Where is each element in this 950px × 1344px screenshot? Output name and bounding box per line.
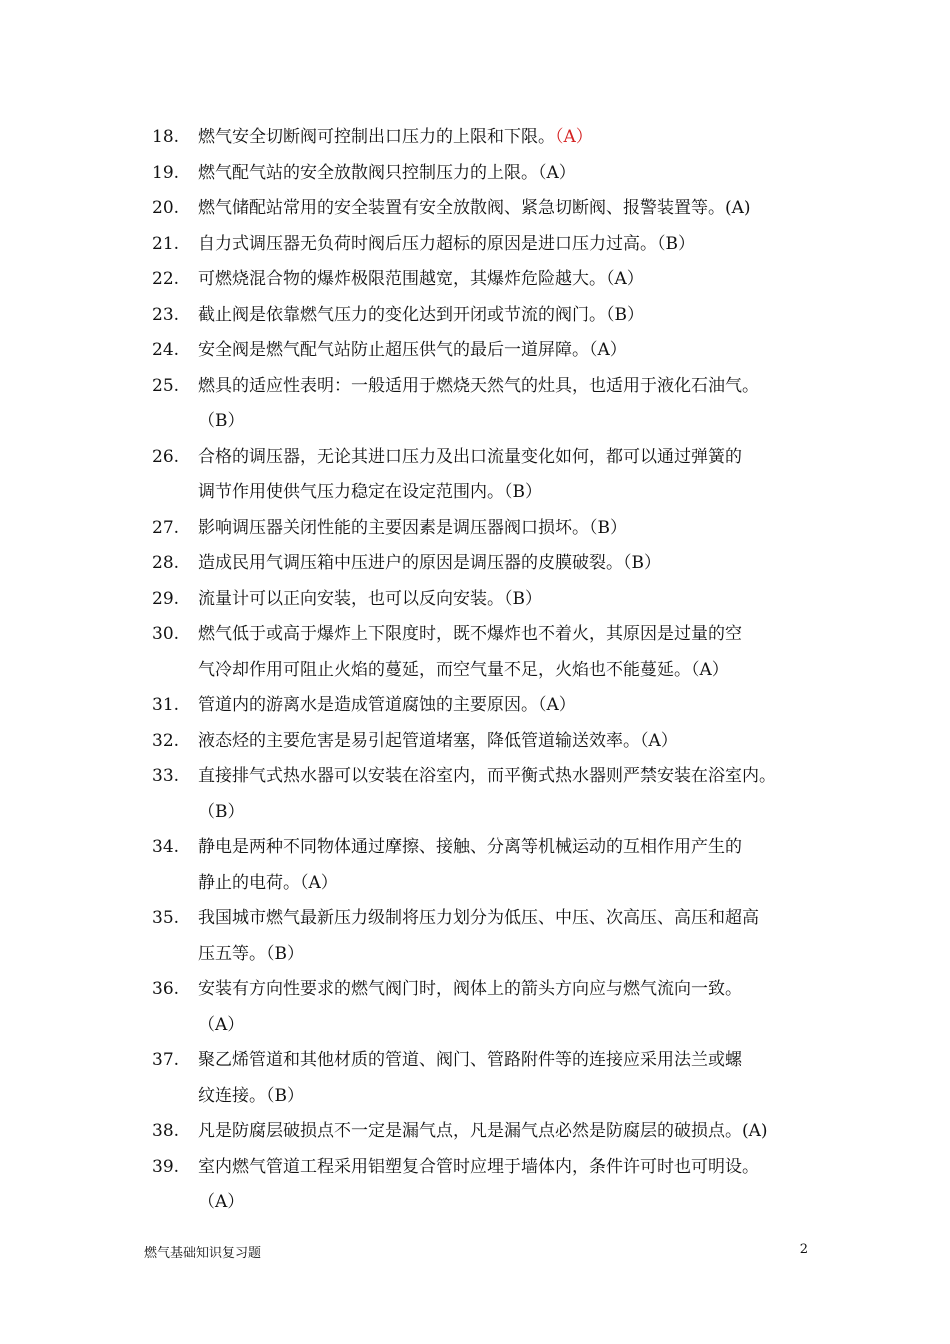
question-item (152, 617, 822, 688)
question-text (198, 1114, 822, 1150)
question-line-text: 造成民用气调压箱中压进户的原因是调压器的皮膜破裂。（B） (198, 553, 661, 573)
question-number: 27. (152, 517, 180, 538)
question-text-line (198, 333, 822, 369)
answer-mark: （A） (555, 127, 593, 147)
question-text-line (198, 1185, 822, 1221)
question-item (152, 1114, 822, 1150)
question-number: 28. (152, 553, 180, 573)
question-item (152, 688, 822, 724)
question-number: 32. (152, 730, 180, 751)
question-text-line (198, 937, 822, 973)
question-line-text: 流量计可以正向安装，也可以反向安装。（B） (198, 588, 542, 609)
question-line-text: 安装有方向性要求的燃气阀门时，阀体上的箭头方向应与燃气流向一致。 (198, 979, 742, 999)
question-text (198, 369, 822, 440)
question-line-text: 聚乙烯管道和其他材质的管道、阀门、管路附件等的连接应采用法兰或螺 (198, 1050, 742, 1070)
question-text-line (198, 440, 822, 476)
question-text (198, 262, 822, 298)
question-text-line (198, 475, 822, 511)
question-text-line (198, 1008, 822, 1044)
question-line-text: 直接排气式热水器可以安装在浴室内，而平衡式热水器则严禁安装在浴室内。 (198, 766, 776, 786)
question-item (152, 546, 822, 582)
footer-title: 燃气基础知识复习题 (144, 1246, 262, 1261)
question-text (198, 724, 822, 760)
question-text (198, 156, 822, 192)
question-text-line (198, 298, 822, 334)
question-item (152, 298, 822, 334)
question-line-text: （A） (198, 1014, 245, 1035)
question-number: 25. (152, 375, 180, 396)
question-list (152, 120, 822, 1221)
question-line-text: 室内燃气管道工程采用铝塑复合管时应埋于墙体内，条件许可时也可明设。 (198, 1156, 759, 1177)
question-text (198, 617, 822, 688)
question-line-text: 我国城市燃气最新压力级制将压力划分为低压、中压、次高压、高压和超高 (198, 908, 759, 928)
question-item (152, 724, 822, 760)
question-item (152, 830, 822, 901)
question-text-line (198, 688, 822, 724)
question-number: 21. (152, 233, 180, 254)
question-line-text: 静止的电荷。（A） (198, 872, 338, 893)
question-text-line (198, 759, 822, 795)
question-text-line (198, 830, 822, 866)
page-number: 2 (799, 1242, 808, 1257)
question-line-text: 管道内的游离水是造成管道腐蚀的主要原因。（A） (198, 695, 576, 715)
question-text (198, 1043, 822, 1114)
question-text-line (198, 262, 822, 298)
question-text (198, 120, 822, 156)
question-text-line (198, 582, 822, 618)
question-line-text: 静电是两种不同物体通过摩擦、接触、分离等机械运动的互相作用产生的 (198, 837, 742, 857)
question-line-text: 燃气配气站的安全放散阀只控制压力的上限。（A） (198, 162, 576, 183)
question-text-line (198, 511, 822, 547)
question-number: 31. (152, 695, 180, 715)
question-text (198, 901, 822, 972)
question-line-text: 液态烃的主要危害是易引起管道堵塞，降低管道输送效率。（A） (198, 730, 678, 751)
question-line-text: 气冷却作用可阻止火焰的蔓延，而空气量不足，火焰也不能蔓延。（A） (198, 659, 729, 680)
question-text (198, 298, 822, 334)
question-number: 22. (152, 269, 180, 289)
question-item (152, 511, 822, 547)
question-line-text: 凡是防腐层破损点不一定是漏气点，凡是漏气点必然是防腐层的破损点。(A) (198, 1121, 768, 1141)
question-text (198, 582, 822, 618)
question-text (198, 227, 822, 263)
question-text-line (198, 617, 822, 653)
question-line-text: 纹连接。（B） (198, 1085, 304, 1106)
question-text-line (198, 156, 822, 192)
question-line-text: （B） (198, 411, 245, 431)
question-line-text: 燃气储配站常用的安全装置有安全放散阀、紧急切断阀、报警装置等。(A) (198, 198, 751, 218)
question-text-line (198, 1079, 822, 1115)
question-item (152, 1150, 822, 1221)
question-item (152, 262, 822, 298)
question-number: 18. (152, 127, 180, 147)
question-text-line (198, 191, 822, 227)
question-item (152, 759, 822, 830)
question-line-text: 自力式调压器无负荷时阀后压力超标的原因是进口压力过高。（B） (198, 233, 695, 254)
question-text (198, 191, 822, 227)
question-number: 36. (152, 979, 180, 999)
question-line-text: 燃具的适应性表明：一般适用于燃烧天然气的灶具，也适用于液化石油气。 (198, 375, 759, 396)
question-number: 26. (152, 446, 180, 467)
question-item (152, 582, 822, 618)
question-line-text: 安全阀是燃气配气站防止超压供气的最后一道屏障。（A） (198, 340, 627, 360)
question-line-text: （A） (198, 1192, 245, 1212)
question-text-line (198, 972, 822, 1008)
question-item (152, 227, 822, 263)
question-line-text: （B） (198, 801, 245, 822)
question-line-text: 压五等。（B） (198, 943, 304, 964)
question-text-line (198, 227, 822, 263)
question-text (198, 333, 822, 369)
question-item (152, 440, 822, 511)
question-line-text: 合格的调压器，无论其进口压力及出口流量变化如何，都可以通过弹簧的 (198, 446, 742, 467)
question-number: 35. (152, 908, 180, 928)
question-text-line (198, 724, 822, 760)
question-text (198, 972, 822, 1043)
question-line-text: 调节作用使供气压力稳定在设定范围内。（B） (198, 482, 542, 502)
question-number: 33. (152, 766, 180, 786)
question-text-line (198, 866, 822, 902)
question-text-line (198, 1150, 822, 1186)
question-text (198, 759, 822, 830)
question-number: 24. (152, 340, 180, 360)
question-text (198, 1150, 822, 1221)
question-line-text: 截止阀是依靠燃气压力的变化达到开闭或节流的阀门。（B） (198, 304, 644, 325)
question-number: 23. (152, 304, 180, 325)
question-line-text: 燃气安全切断阀可控制出口压力的上限和下限。 (198, 127, 555, 147)
question-text (198, 688, 822, 724)
question-number: 30. (152, 624, 180, 644)
question-item (152, 156, 822, 192)
question-text-line (198, 404, 822, 440)
question-number: 39. (152, 1156, 180, 1177)
question-text (198, 440, 822, 511)
question-text-line (198, 653, 822, 689)
question-text-line (198, 795, 822, 831)
question-text-line (198, 1043, 822, 1079)
question-number: 34. (152, 837, 180, 857)
question-item (152, 120, 822, 156)
question-number: 29. (152, 588, 180, 609)
question-line-text: 影响调压器关闭性能的主要因素是调压器阀口损坏。（B） (198, 517, 627, 538)
question-text-line (198, 901, 822, 937)
question-item (152, 191, 822, 227)
question-number: 38. (152, 1121, 180, 1141)
question-line-text: 可燃烧混合物的爆炸极限范围越宽，其爆炸危险越大。（A） (198, 269, 644, 289)
question-number: 19. (152, 162, 180, 183)
question-number: 37. (152, 1050, 180, 1070)
question-text-line (198, 369, 822, 405)
question-text (198, 830, 822, 901)
question-item (152, 333, 822, 369)
question-text-line (198, 1114, 822, 1150)
question-item (152, 972, 822, 1043)
question-number: 20. (152, 198, 180, 218)
question-item (152, 901, 822, 972)
question-text-line (198, 546, 822, 582)
question-item (152, 369, 822, 440)
question-text (198, 511, 822, 547)
question-line-text: 燃气低于或高于爆炸上下限度时，既不爆炸也不着火，其原因是过量的空 (198, 624, 742, 644)
question-item (152, 1043, 822, 1114)
question-text (198, 546, 822, 582)
question-text-line (198, 120, 822, 156)
